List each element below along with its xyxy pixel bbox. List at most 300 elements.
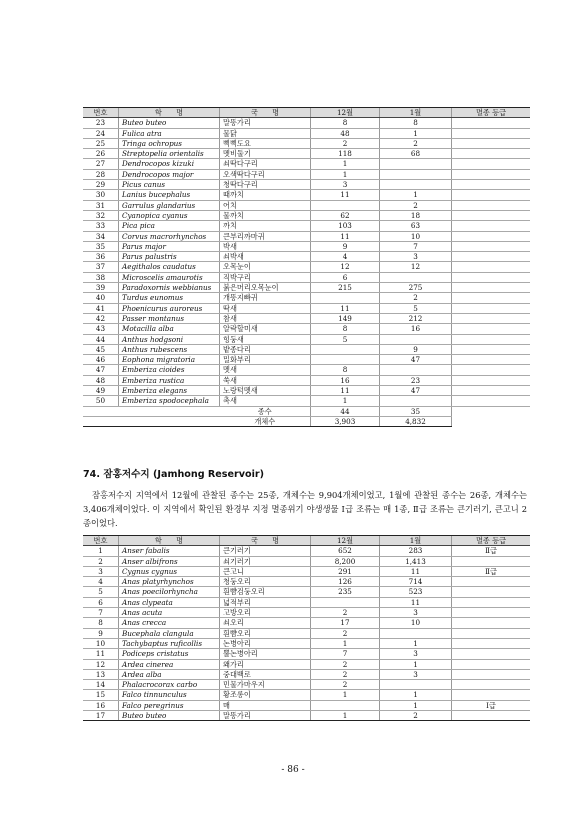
scientific-name: Tringa ochropus [119, 138, 220, 148]
col-header-endangered-grade: 멸종 등급 [452, 536, 531, 546]
december-count: 2 [311, 628, 380, 638]
scientific-name: Passer montanus [119, 313, 220, 323]
december-count: 8 [311, 324, 380, 334]
january-count: 283 [380, 546, 452, 556]
december-count: 48 [311, 128, 380, 138]
scientific-name: Paradoxornis webbianus [119, 283, 220, 293]
row-number: 34 [83, 231, 119, 241]
endangered-grade [452, 313, 531, 323]
korean-name: 까치 [220, 221, 311, 231]
korean-name: 붉은머리오목눈이 [220, 283, 311, 293]
endangered-grade [452, 344, 531, 354]
row-number: 38 [83, 272, 119, 282]
january-count: 1,413 [380, 556, 452, 566]
korean-name: 때까치 [220, 190, 311, 200]
endangered-grade [452, 118, 531, 128]
row-number: 6 [83, 597, 119, 607]
scientific-name: Phalacrocorax carbo [119, 680, 220, 690]
endangered-grade [452, 577, 531, 587]
december-count: 8 [311, 118, 380, 128]
species-count-january: 35 [380, 406, 452, 416]
col-header-scientific-name: 학 명 [119, 536, 220, 546]
row-number: 29 [83, 180, 119, 190]
row-number: 47 [83, 365, 119, 375]
korean-name: 뿔논병아리 [220, 649, 311, 659]
row-number: 16 [83, 700, 119, 710]
row-number: 43 [83, 324, 119, 334]
december-count [311, 355, 380, 365]
row-number: 45 [83, 344, 119, 354]
scientific-name: Tachybaptus ruficollis [119, 638, 220, 648]
row-number: 39 [83, 283, 119, 293]
scientific-name: Ardea alba [119, 669, 220, 679]
endangered-grade: Ⅰ급 [452, 700, 531, 710]
endangered-grade [452, 221, 531, 231]
december-count: 2 [311, 680, 380, 690]
korean-name: 힝둥새 [220, 334, 311, 344]
january-count: 275 [380, 283, 452, 293]
korean-name: 알락할미새 [220, 324, 311, 334]
scientific-name: Anser fabalis [119, 546, 220, 556]
december-count: 8 [311, 365, 380, 375]
january-count: 1 [380, 128, 452, 138]
january-count: 9 [380, 344, 452, 354]
col-header-december: 12월 [311, 536, 380, 546]
january-count [380, 365, 452, 375]
scientific-name: Cyanopica cyanus [119, 210, 220, 220]
table-row [83, 313, 530, 323]
scientific-name: Aegithalos caudatus [119, 262, 220, 272]
endangered-grade [452, 128, 531, 138]
table-row [83, 252, 530, 262]
endangered-grade [452, 386, 531, 396]
korean-name: 말똥가리 [220, 711, 311, 721]
row-number: 30 [83, 190, 119, 200]
december-count: 11 [311, 190, 380, 200]
january-count: 23 [380, 375, 452, 385]
row-number: 11 [83, 649, 119, 659]
scientific-name: Dendrocopos kizuki [119, 159, 220, 169]
table-row [83, 344, 530, 354]
january-count: 2 [380, 200, 452, 210]
korean-name: 청딱다구리 [220, 180, 311, 190]
korean-name: 직박구리 [220, 272, 311, 282]
table-row [83, 577, 530, 587]
scientific-name: Anser albifrons [119, 556, 220, 566]
january-count: 47 [380, 355, 452, 365]
january-count: 2 [380, 293, 452, 303]
table-row [83, 303, 530, 313]
scientific-name: Pica pica [119, 221, 220, 231]
table-row [83, 566, 530, 576]
table-row [83, 396, 530, 406]
scientific-name: Anthus rubescens [119, 344, 220, 354]
table-row [83, 149, 530, 159]
table-row [83, 365, 530, 375]
row-number: 17 [83, 711, 119, 721]
endangered-grade [452, 669, 531, 679]
korean-name: 쇠박새 [220, 252, 311, 262]
endangered-grade [452, 608, 531, 618]
january-count: 12 [380, 262, 452, 272]
january-count [380, 169, 452, 179]
table-row [83, 649, 530, 659]
endangered-grade [452, 272, 531, 282]
endangered-grade [452, 190, 531, 200]
endangered-grade [452, 334, 531, 344]
january-count: 1 [380, 659, 452, 669]
scientific-name: Lanius bucephalus [119, 190, 220, 200]
table-row [83, 546, 530, 556]
january-count: 7 [380, 241, 452, 251]
january-count: 8 [380, 118, 452, 128]
row-number: 13 [83, 669, 119, 679]
scientific-name: Falco tinnunculus [119, 690, 220, 700]
january-count: 3 [380, 669, 452, 679]
korean-name: 오목눈이 [220, 262, 311, 272]
january-count: 2 [380, 711, 452, 721]
col-header-number: 번호 [83, 108, 119, 118]
january-count: 10 [380, 231, 452, 241]
table-row [83, 210, 530, 220]
korean-name: 멧비둘기 [220, 149, 311, 159]
january-count: 11 [380, 597, 452, 607]
individual-count-row [83, 416, 530, 426]
row-number: 3 [83, 566, 119, 576]
endangered-grade [452, 587, 531, 597]
table-row [83, 190, 530, 200]
row-number: 2 [83, 556, 119, 566]
scientific-name: Parus palustris [119, 252, 220, 262]
endangered-grade [452, 365, 531, 375]
table-row [83, 283, 530, 293]
row-number: 12 [83, 659, 119, 669]
table-row [83, 690, 530, 700]
page-number: - 86 - [281, 765, 305, 775]
table-row [83, 618, 530, 628]
korean-name: 말똥가리 [220, 118, 311, 128]
scientific-name: Phoenicurus auroreus [119, 303, 220, 313]
korean-name: 논병아리 [220, 638, 311, 648]
january-count: 63 [380, 221, 452, 231]
korean-name: 박새 [220, 241, 311, 251]
row-number: 14 [83, 680, 119, 690]
korean-name: 넓적부리 [220, 597, 311, 607]
korean-name: 물닭 [220, 128, 311, 138]
scientific-name: Emberiza elegans [119, 386, 220, 396]
scientific-name: Bucephala clangula [119, 628, 220, 638]
row-number: 36 [83, 252, 119, 262]
december-count: 2 [311, 669, 380, 679]
scientific-name: Anas platyrhynchos [119, 577, 220, 587]
korean-name: 큰부리까마귀 [220, 231, 311, 241]
december-count [311, 700, 380, 710]
korean-name: 참새 [220, 313, 311, 323]
col-header-december: 12월 [311, 108, 380, 118]
endangered-grade [452, 252, 531, 262]
scientific-name: Ardea cinerea [119, 659, 220, 669]
endangered-grade: Ⅱ급 [452, 566, 531, 576]
scientific-name: Microscelis amaurotis [119, 272, 220, 282]
december-count: 4 [311, 252, 380, 262]
january-count: 3 [380, 252, 452, 262]
january-count: 5 [380, 303, 452, 313]
korean-name: 개똥지빠귀 [220, 293, 311, 303]
scientific-name: Falco peregrinus [119, 700, 220, 710]
korean-name: 중대백로 [220, 669, 311, 679]
table-row [83, 241, 530, 251]
december-count: 3 [311, 180, 380, 190]
endangered-grade [452, 293, 531, 303]
col-header-january: 1월 [380, 536, 452, 546]
scientific-name: Podiceps cristatus [119, 649, 220, 659]
table-row [83, 221, 530, 231]
scientific-name: Picus canus [119, 180, 220, 190]
species-table-2 [83, 535, 530, 721]
january-count: 3 [380, 649, 452, 659]
scientific-name: Anthus hodgsoni [119, 334, 220, 344]
endangered-grade [452, 659, 531, 669]
table-row [83, 324, 530, 334]
january-count: 523 [380, 587, 452, 597]
endangered-grade [452, 303, 531, 313]
korean-name: 멧새 [220, 365, 311, 375]
row-number: 10 [83, 638, 119, 648]
endangered-grade [452, 375, 531, 385]
row-number: 5 [83, 587, 119, 597]
col-header-january: 1월 [380, 108, 452, 118]
december-count: 1 [311, 396, 380, 406]
row-number: 32 [83, 210, 119, 220]
january-count [380, 272, 452, 282]
korean-name: 쑥새 [220, 375, 311, 385]
table-header-row [83, 108, 530, 118]
december-count: 11 [311, 303, 380, 313]
december-count: 149 [311, 313, 380, 323]
january-count [380, 180, 452, 190]
row-number: 28 [83, 169, 119, 179]
december-count: 235 [311, 587, 380, 597]
species-table-1 [83, 107, 530, 427]
scientific-name: Garrulus glandarius [119, 200, 220, 210]
table-row [83, 711, 530, 721]
december-count: 9 [311, 241, 380, 251]
korean-name: 큰고니 [220, 566, 311, 576]
endangered-grade [452, 324, 531, 334]
january-count: 212 [380, 313, 452, 323]
table-row [83, 638, 530, 648]
january-count: 16 [380, 324, 452, 334]
december-count: 2 [311, 138, 380, 148]
january-count [380, 334, 452, 344]
row-number: 42 [83, 313, 119, 323]
row-number: 1 [83, 546, 119, 556]
scientific-name: Eophona migratoria [119, 355, 220, 365]
row-number: 31 [83, 200, 119, 210]
table-row [83, 355, 530, 365]
endangered-grade [452, 169, 531, 179]
korean-name: 노랑턱멧새 [220, 386, 311, 396]
december-count: 1 [311, 159, 380, 169]
december-count: 7 [311, 649, 380, 659]
table-row [83, 659, 530, 669]
scientific-name: Buteo buteo [119, 711, 220, 721]
december-count [311, 597, 380, 607]
december-count: 2 [311, 608, 380, 618]
december-count: 291 [311, 566, 380, 576]
korean-name: 딱새 [220, 303, 311, 313]
january-count: 68 [380, 149, 452, 159]
january-count: 714 [380, 577, 452, 587]
december-count: 11 [311, 231, 380, 241]
scientific-name: Parus major [119, 241, 220, 251]
table-row [83, 597, 530, 607]
row-number: 41 [83, 303, 119, 313]
table-row [83, 118, 530, 128]
col-header-korean-name: 국 명 [220, 536, 311, 546]
korean-name: 쇠기러기 [220, 556, 311, 566]
row-number: 27 [83, 159, 119, 169]
endangered-grade [452, 597, 531, 607]
endangered-grade [452, 159, 531, 169]
endangered-grade [452, 618, 531, 628]
table-row [83, 293, 530, 303]
table-row [83, 700, 530, 710]
table-row [83, 272, 530, 282]
endangered-grade [452, 690, 531, 700]
endangered-grade [452, 355, 531, 365]
scientific-name: Buteo buteo [119, 118, 220, 128]
korean-name: 쇠오리 [220, 618, 311, 628]
row-number: 7 [83, 608, 119, 618]
december-count [311, 200, 380, 210]
korean-name: 쇠딱다구리 [220, 159, 311, 169]
row-number: 8 [83, 618, 119, 628]
species-count-row [83, 406, 530, 416]
scientific-name: Dendrocopos major [119, 169, 220, 179]
scientific-name: Cygnus cygnus [119, 566, 220, 576]
table-row [83, 669, 530, 679]
scientific-name: Emberiza spodocephala [119, 396, 220, 406]
col-header-scientific-name: 학 명 [119, 108, 220, 118]
scientific-name: Anas clypeata [119, 597, 220, 607]
row-number: 37 [83, 262, 119, 272]
table-row [83, 386, 530, 396]
korean-name: 흰뺨검둥오리 [220, 587, 311, 597]
scientific-name: Emberiza cioides [119, 365, 220, 375]
table-row [83, 628, 530, 638]
row-number: 44 [83, 334, 119, 344]
row-number: 15 [83, 690, 119, 700]
table-row [83, 159, 530, 169]
col-header-number: 번호 [83, 536, 119, 546]
december-count: 17 [311, 618, 380, 628]
endangered-grade [452, 200, 531, 210]
endangered-grade [452, 283, 531, 293]
december-count: 5 [311, 334, 380, 344]
endangered-grade [452, 649, 531, 659]
korean-name: 황조롱이 [220, 690, 311, 700]
row-number: 48 [83, 375, 119, 385]
col-header-korean-name: 국 명 [220, 108, 311, 118]
december-count: 652 [311, 546, 380, 556]
table-row [83, 375, 530, 385]
december-count: 16 [311, 375, 380, 385]
endangered-grade [452, 241, 531, 251]
table-row [83, 128, 530, 138]
table-row [83, 180, 530, 190]
row-number: 50 [83, 396, 119, 406]
december-count: 1 [311, 169, 380, 179]
january-count: 47 [380, 386, 452, 396]
table-row [83, 231, 530, 241]
table-header-row [83, 536, 530, 546]
january-count: 10 [380, 618, 452, 628]
endangered-grade: Ⅱ급 [452, 546, 531, 556]
row-number: 40 [83, 293, 119, 303]
korean-name: 어치 [220, 200, 311, 210]
december-count: 1 [311, 690, 380, 700]
table-row [83, 680, 530, 690]
individual-count-december: 3,903 [311, 416, 380, 426]
section-title: 74. 잠홍저수지 (Jamhong Reservoir) [83, 469, 264, 480]
table-row [83, 138, 530, 148]
january-count: 1 [380, 700, 452, 710]
korean-name: 고방오리 [220, 608, 311, 618]
january-count: 18 [380, 210, 452, 220]
january-count: 1 [380, 638, 452, 648]
endangered-grade [452, 711, 531, 721]
table-row [83, 262, 530, 272]
table-row [83, 334, 530, 344]
january-count: 1 [380, 690, 452, 700]
january-count [380, 396, 452, 406]
endangered-grade [452, 210, 531, 220]
january-count [380, 159, 452, 169]
row-number: 33 [83, 221, 119, 231]
scientific-name: Anas poecilorhyncha [119, 587, 220, 597]
row-number: 4 [83, 577, 119, 587]
korean-name: 밀화부리 [220, 355, 311, 365]
december-count: 62 [311, 210, 380, 220]
endangered-grade [452, 149, 531, 159]
scientific-name: Motacilla alba [119, 324, 220, 334]
individual-count-label: 개체수 [220, 416, 311, 426]
december-count: 12 [311, 262, 380, 272]
korean-name: 왜가리 [220, 659, 311, 669]
scientific-name: Turdus eunomus [119, 293, 220, 303]
row-number: 9 [83, 628, 119, 638]
scientific-name: Fulica atra [119, 128, 220, 138]
scientific-name: Anas crecca [119, 618, 220, 628]
december-count [311, 293, 380, 303]
endangered-grade [452, 628, 531, 638]
endangered-grade [452, 680, 531, 690]
table-row [83, 556, 530, 566]
endangered-grade [452, 231, 531, 241]
individual-count-january: 4,832 [380, 416, 452, 426]
row-number: 46 [83, 355, 119, 365]
january-count [380, 680, 452, 690]
korean-name: 삑삑도요 [220, 138, 311, 148]
december-count: 11 [311, 386, 380, 396]
table-row [83, 200, 530, 210]
korean-name: 물까치 [220, 210, 311, 220]
korean-name: 흰뺨오리 [220, 628, 311, 638]
endangered-grade [452, 638, 531, 648]
january-count: 3 [380, 608, 452, 618]
december-count: 6 [311, 272, 380, 282]
